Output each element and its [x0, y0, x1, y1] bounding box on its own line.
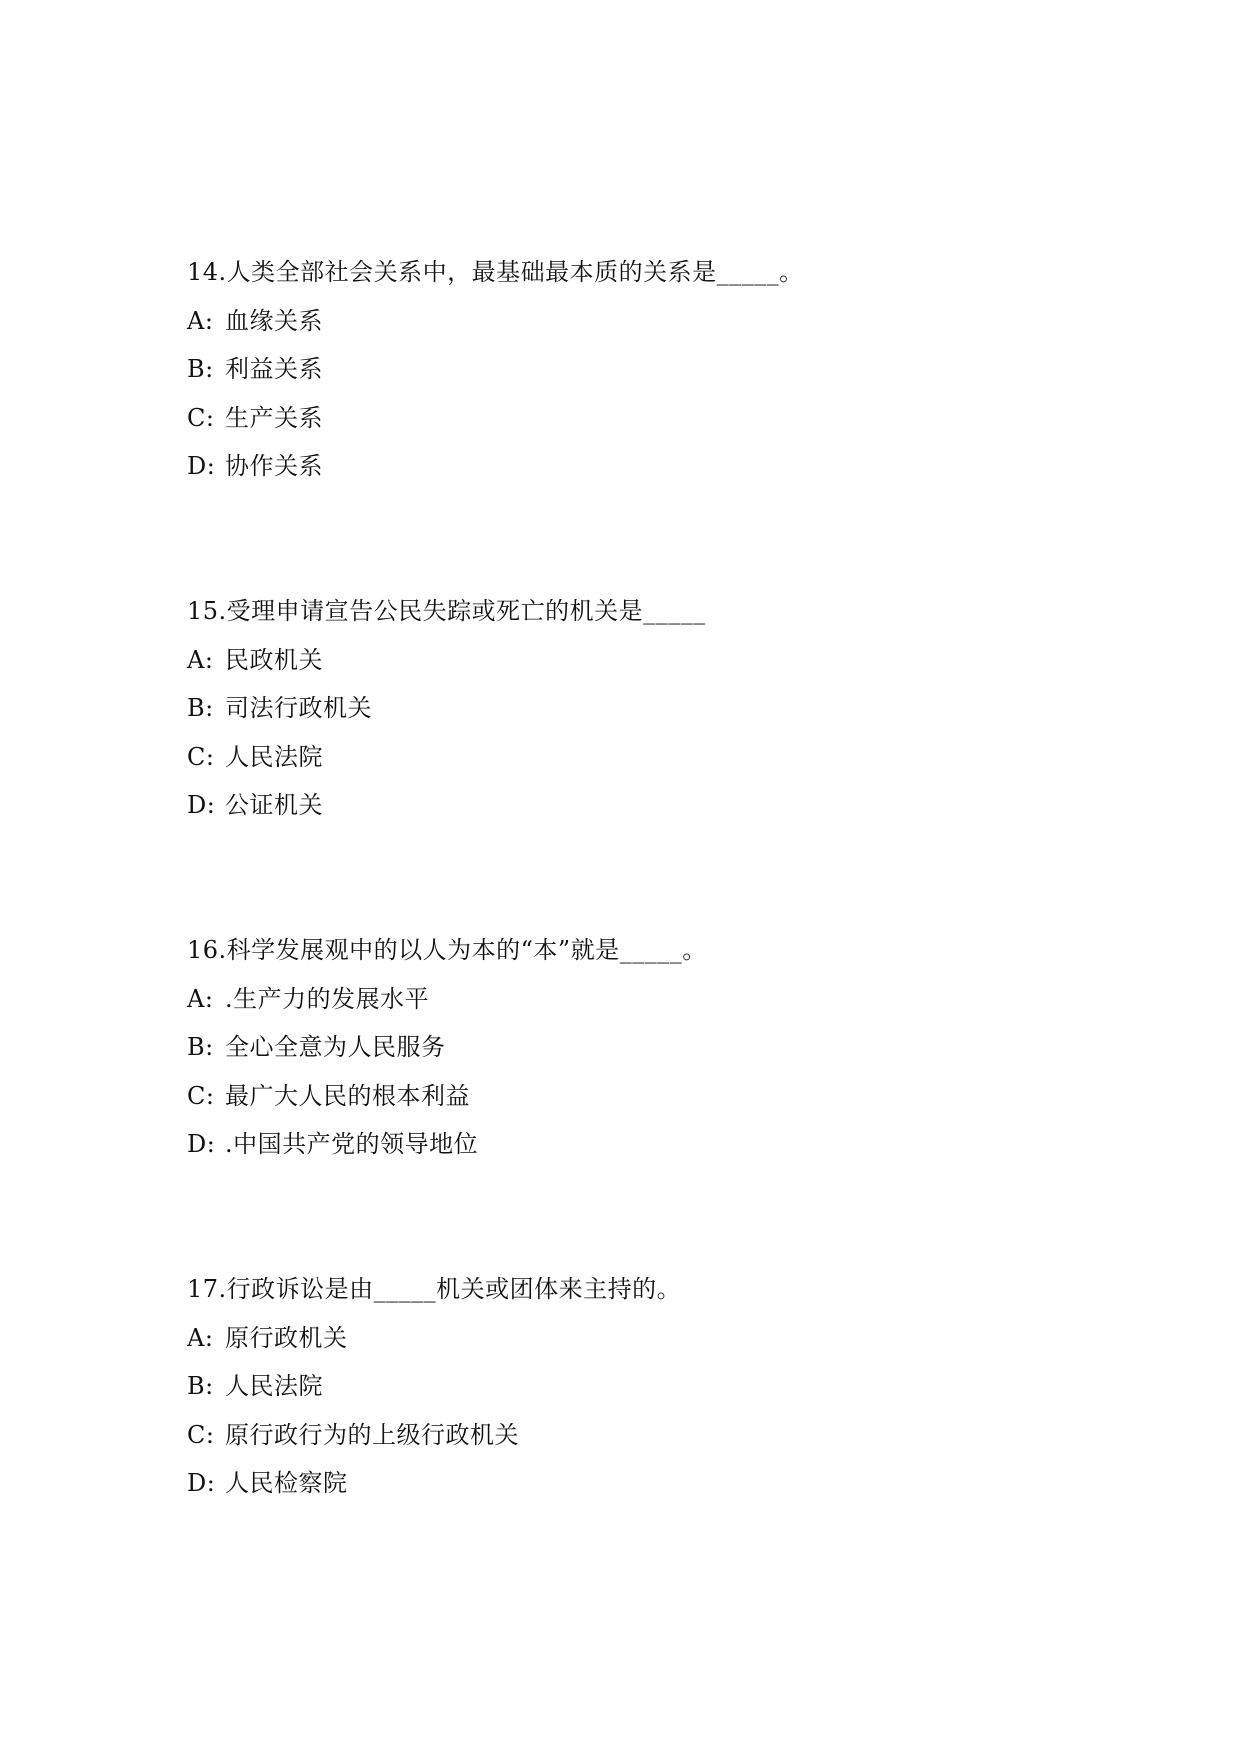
option-letter: D:	[187, 452, 216, 481]
option-letter: A:	[187, 645, 214, 674]
option-letter: C:	[187, 403, 215, 432]
question-16	[187, 935, 1087, 1159]
option-letter: A:	[187, 1323, 214, 1352]
option-b	[187, 1371, 1087, 1401]
option-letter: B:	[187, 1372, 214, 1401]
option-d	[187, 790, 1087, 820]
question-stem: 17.行政诉讼是由_____机关或团体来主持的。	[187, 1275, 682, 1303]
option-text: 公证机关	[225, 791, 323, 820]
option-letter: D:	[187, 1130, 216, 1159]
option-b	[187, 693, 1087, 723]
option-d	[187, 1129, 1087, 1159]
option-d	[187, 451, 1087, 481]
option-letter: A:	[187, 306, 214, 335]
option-text: 全心全意为人民服务	[225, 1033, 446, 1062]
option-c	[187, 742, 1087, 772]
question-14	[187, 257, 1087, 481]
option-a	[187, 306, 1087, 336]
option-text: 原行政机关	[225, 1323, 348, 1352]
option-c	[187, 1081, 1087, 1111]
option-text: 人民法院	[225, 742, 323, 771]
option-text: 民政机关	[225, 645, 323, 674]
option-letter: B:	[187, 694, 214, 723]
option-text: 最广大人民的根本利益	[225, 1081, 470, 1110]
question-17	[187, 1274, 1087, 1498]
option-a	[187, 984, 1087, 1014]
option-letter: C:	[187, 1081, 215, 1110]
option-text: .生产力的发展水平	[225, 984, 430, 1013]
option-letter: D:	[187, 1469, 216, 1498]
option-text: 人民检察院	[225, 1469, 348, 1498]
option-text: 生产关系	[225, 403, 323, 432]
question-stem: 16.科学发展观中的以人为本的“本”就是_____。	[187, 936, 707, 964]
option-letter: A:	[187, 984, 214, 1013]
question-stem: 14.人类全部社会关系中，最基础最本质的关系是_____。	[187, 258, 804, 286]
option-text: 血缘关系	[225, 306, 323, 335]
option-c	[187, 403, 1087, 433]
option-letter: B:	[187, 1033, 214, 1062]
option-text: 原行政行为的上级行政机关	[225, 1420, 519, 1449]
option-d	[187, 1468, 1087, 1498]
option-c	[187, 1420, 1087, 1450]
option-text: .中国共产党的领导地位	[225, 1130, 479, 1159]
option-b	[187, 1032, 1087, 1062]
option-text: 协作关系	[225, 452, 323, 481]
option-b	[187, 354, 1087, 384]
option-a	[187, 1323, 1087, 1353]
option-text: 司法行政机关	[225, 694, 372, 723]
option-a	[187, 645, 1087, 675]
option-letter: B:	[187, 355, 214, 384]
question-15	[187, 596, 1087, 820]
option-text: 利益关系	[225, 355, 323, 384]
option-letter: C:	[187, 1420, 215, 1449]
option-letter: D:	[187, 791, 216, 820]
question-stem: 15.受理申请宣告公民失踪或死亡的机关是_____	[187, 597, 706, 625]
option-letter: C:	[187, 742, 215, 771]
option-text: 人民法院	[225, 1372, 323, 1401]
